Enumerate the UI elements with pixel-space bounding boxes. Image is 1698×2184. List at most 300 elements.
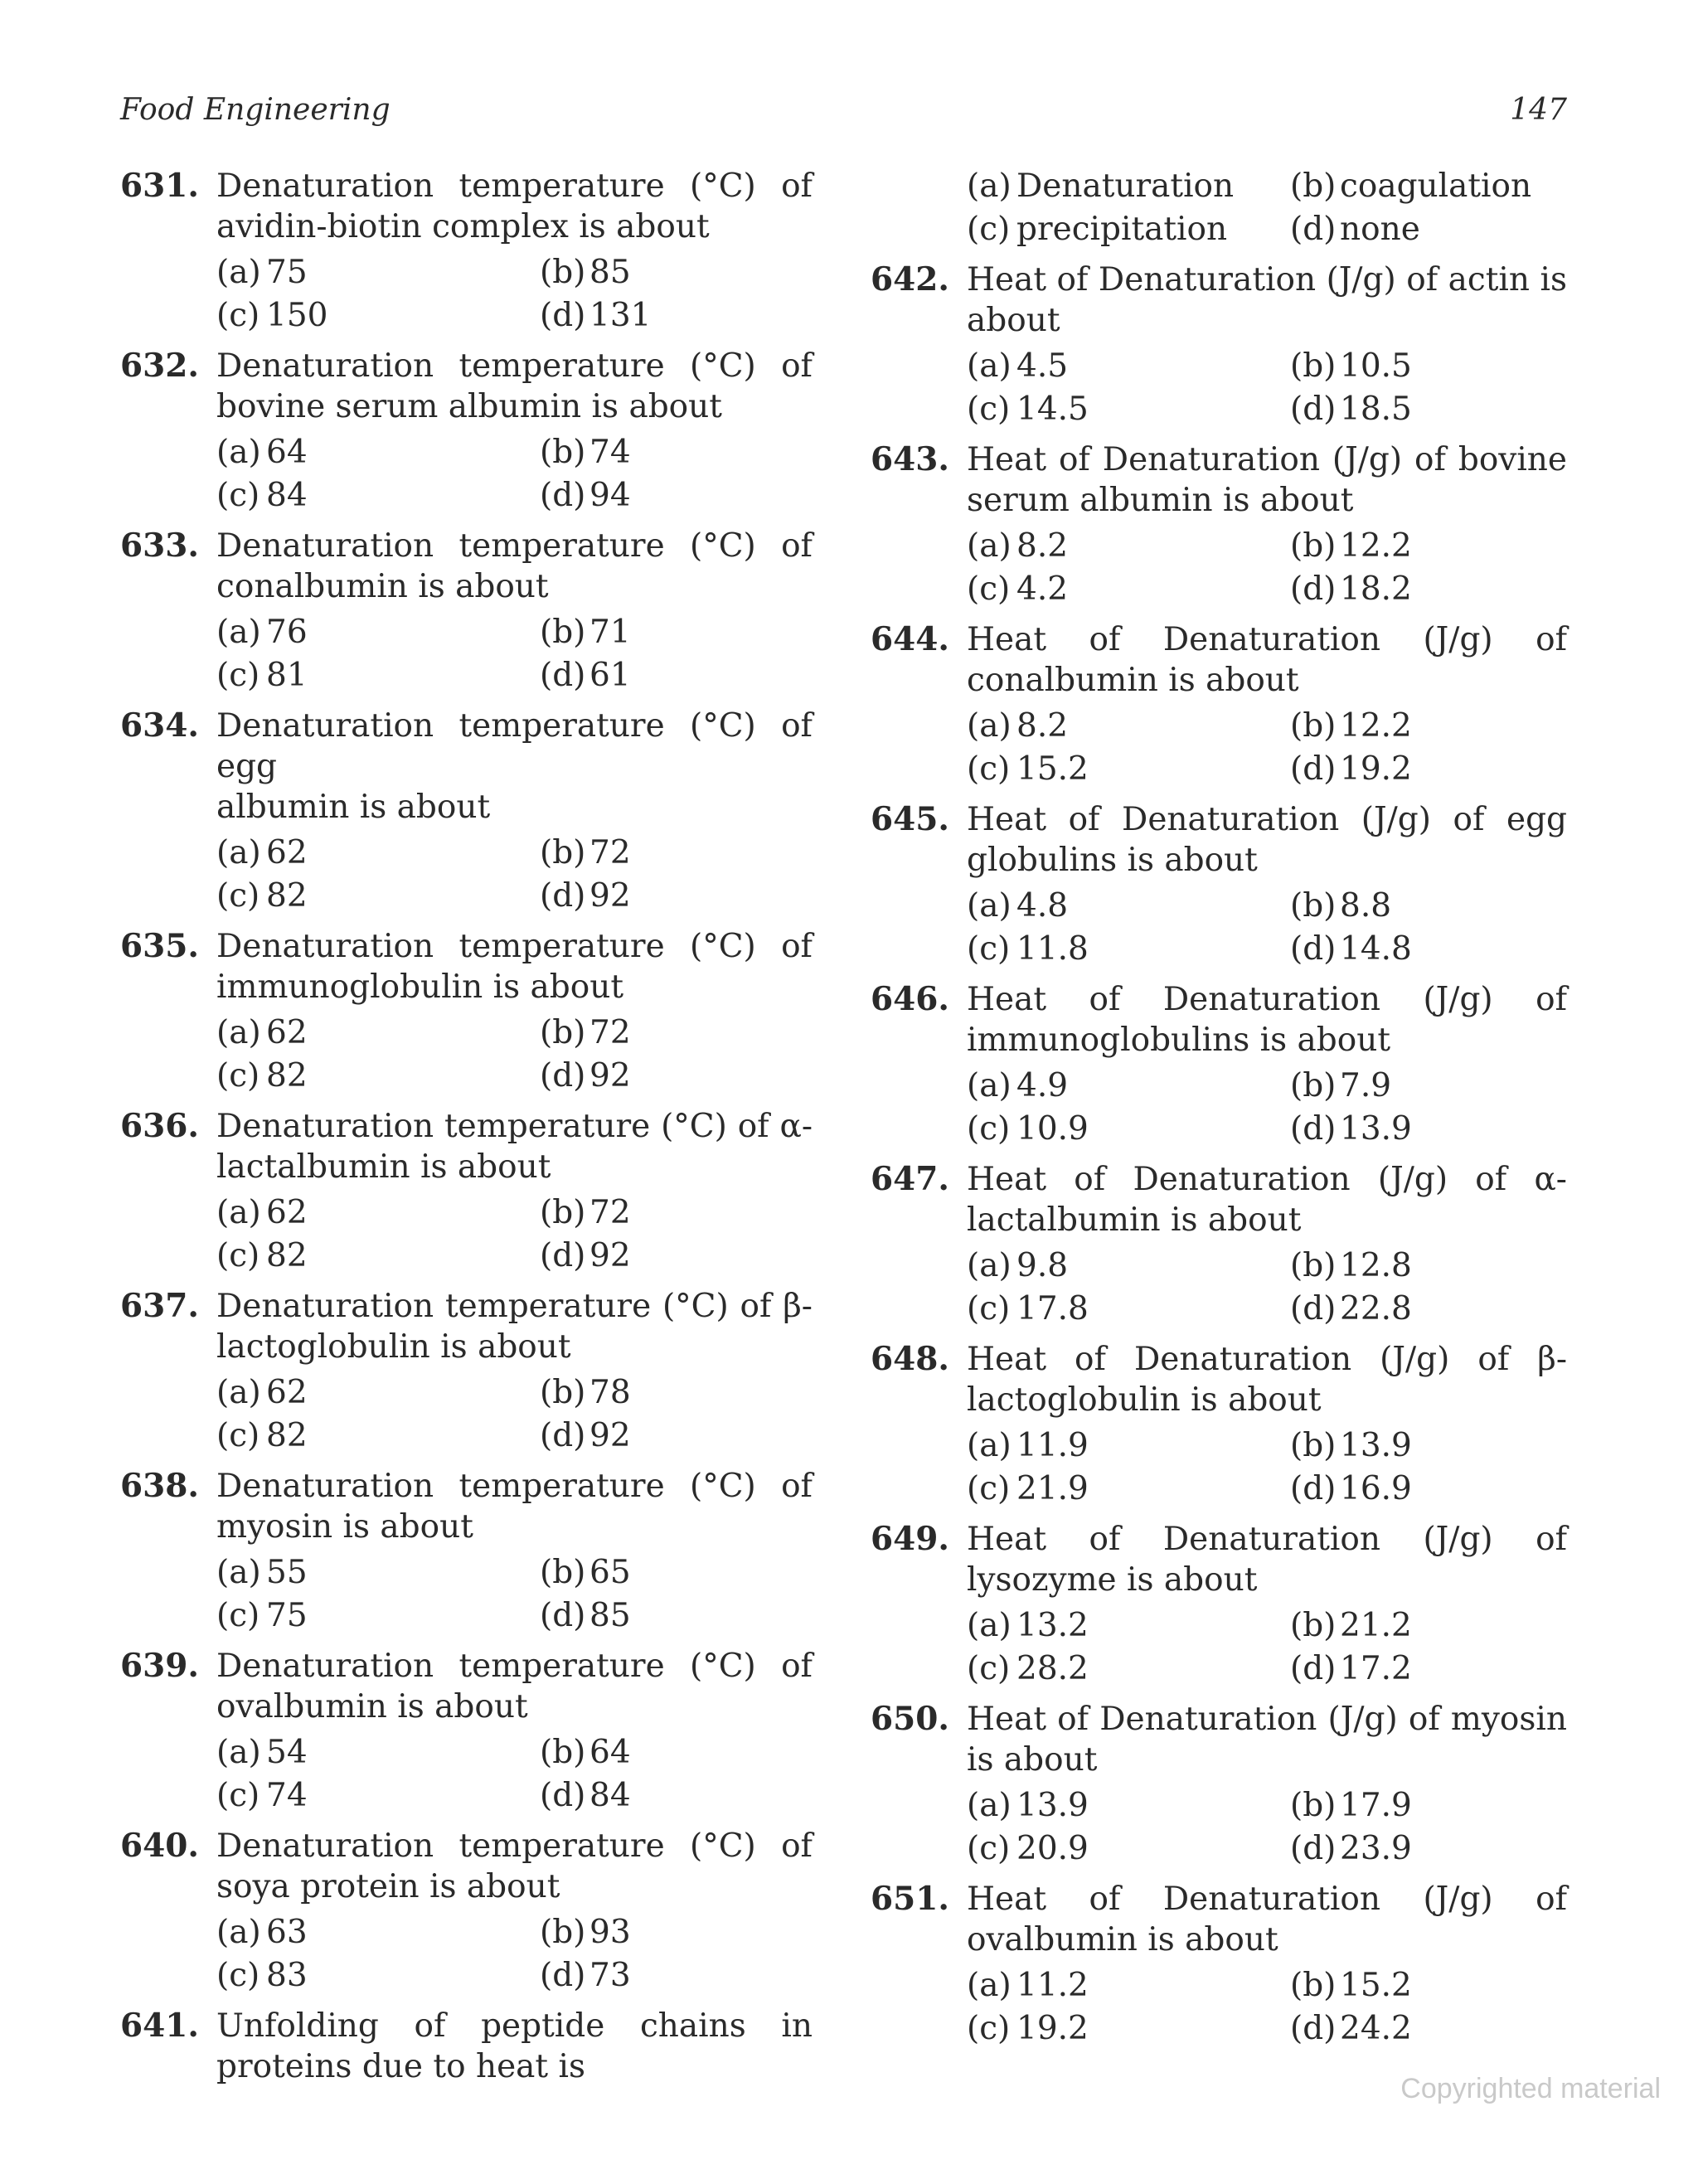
question-stem: [120, 1646, 813, 1727]
question-line: myosin is about: [216, 1508, 473, 1546]
option-item: [1290, 886, 1567, 926]
option-letter: (b): [1290, 1247, 1337, 1284]
option-letter: (b): [1290, 167, 1337, 205]
option-letter: (c): [216, 297, 260, 334]
question-stem: [120, 706, 813, 827]
option-text: 13.2: [1016, 1607, 1089, 1644]
question-text: [967, 1339, 1567, 1420]
option-item: [216, 655, 540, 696]
option-letter: (d): [1290, 2010, 1337, 2047]
option-text: 8.8: [1340, 887, 1392, 925]
question-line: Heat of Denaturation (J/g) of myosin: [967, 1701, 1567, 1738]
option-letter: (b): [1290, 1067, 1337, 1104]
option-item: [1290, 1245, 1567, 1286]
option-letter: (a): [967, 1967, 1012, 2004]
option-letter: (d): [540, 297, 586, 334]
question-text: [216, 2006, 813, 2087]
option-text: 10.9: [1016, 1110, 1089, 1148]
option-text: 15.2: [1340, 1967, 1412, 2004]
option-letter: (a): [967, 707, 1012, 745]
option-letter: (a): [216, 834, 261, 871]
question-stem: [871, 1519, 1567, 1600]
option-letter: (c): [216, 1057, 260, 1094]
question-line: conalbumin is about: [216, 568, 549, 605]
option-item: [967, 1289, 1290, 1329]
question-634: [120, 706, 813, 916]
option-letter: (b): [1290, 347, 1337, 385]
question-line: bovine serum albumin is about: [216, 388, 722, 425]
option-letter: (a): [967, 1247, 1012, 1284]
option-item: [967, 886, 1290, 926]
option-letter: (a): [216, 1554, 261, 1591]
option-text: 81: [266, 657, 308, 694]
option-letter: (d): [1290, 1470, 1337, 1507]
option-item: [540, 612, 813, 653]
options-list: [216, 1192, 813, 1276]
option-text: 22.8: [1340, 1290, 1412, 1327]
option-item: [216, 1775, 540, 1816]
question-number: 640.: [120, 1827, 199, 1865]
option-item: [540, 1012, 813, 1053]
option-text: 82: [266, 877, 308, 915]
option-item: [216, 1955, 540, 1996]
question-line: Unfolding of peptide chains in: [216, 2007, 813, 2045]
right-column: [871, 166, 1567, 2059]
option-letter: (c): [216, 1777, 260, 1814]
option-letter: (b): [1290, 1967, 1337, 2004]
option-text: 72: [589, 834, 631, 871]
option-text: 4.5: [1016, 347, 1069, 385]
option-text: 94: [589, 477, 631, 514]
option-text: 12.2: [1340, 527, 1412, 565]
option-item: [1290, 166, 1567, 206]
option-letter: (d): [1290, 391, 1337, 428]
option-letter: (a): [216, 1014, 261, 1051]
option-text: 74: [589, 434, 631, 471]
option-text: 17.8: [1016, 1290, 1089, 1327]
option-text: 73: [589, 1957, 631, 1994]
option-text: 61: [589, 657, 631, 694]
question-line: about: [967, 302, 1060, 339]
option-letter: (d): [540, 1777, 586, 1814]
question-line: immunoglobulins is about: [967, 1022, 1390, 1059]
question-number: 635.: [120, 927, 199, 965]
option-letter: (d): [540, 657, 586, 694]
question-text: [216, 1286, 813, 1367]
question-line: Denaturation temperature (°C) of egg: [216, 707, 813, 785]
option-text: 82: [266, 1417, 308, 1454]
question-line: Heat of Denaturation (J/g) of egg: [967, 801, 1567, 838]
option-item: [540, 475, 813, 516]
option-text: 75: [266, 254, 308, 291]
options-list: [216, 1552, 813, 1636]
option-item: [540, 1732, 813, 1773]
option-text: 14.8: [1340, 930, 1412, 968]
option-item: [1290, 929, 1567, 969]
option-letter: (d): [540, 1417, 586, 1454]
option-letter: (a): [967, 887, 1012, 925]
option-text: 75: [266, 1597, 308, 1634]
options-list: [216, 1012, 813, 1096]
option-letter: (a): [967, 1787, 1012, 1824]
option-item: [540, 1552, 813, 1593]
option-item: [967, 706, 1290, 746]
option-letter: (c): [216, 657, 260, 694]
option-text: 64: [266, 434, 308, 471]
question-line: Denaturation temperature (°C) of β-: [216, 1288, 813, 1325]
option-item: [967, 166, 1290, 206]
option-text: 76: [266, 614, 308, 651]
option-letter: (a): [967, 1607, 1012, 1644]
question-stem: [871, 799, 1567, 881]
question-text: [967, 1879, 1567, 1960]
option-text: 82: [266, 1057, 308, 1094]
options-list: [967, 166, 1567, 250]
question-stem: [871, 1699, 1567, 1780]
option-letter: (b): [540, 1194, 586, 1231]
question-number: 637.: [120, 1287, 199, 1325]
option-item: [216, 1415, 540, 1456]
question-641: [120, 2006, 813, 2087]
option-item: [1290, 2008, 1567, 2049]
question-stem: [120, 166, 813, 247]
question-644: [871, 619, 1567, 789]
option-letter: (c): [967, 570, 1011, 608]
options-list: [967, 1245, 1567, 1329]
option-item: [1290, 346, 1567, 386]
option-item: [967, 346, 1290, 386]
option-item: [540, 1415, 813, 1456]
option-item: [1290, 569, 1567, 609]
copyright-watermark: Copyrighted material: [1400, 2073, 1661, 2104]
option-item: [1290, 1468, 1567, 1509]
option-text: 131: [589, 297, 652, 334]
options-list: [967, 1605, 1567, 1689]
question-number: 632.: [120, 347, 199, 385]
question-text: [967, 1519, 1567, 1600]
question-text: [216, 1646, 813, 1727]
option-text: 7.9: [1340, 1067, 1392, 1104]
option-item: [216, 1552, 540, 1593]
question-text: [967, 799, 1567, 881]
option-letter: (b): [540, 254, 586, 291]
option-letter: (d): [540, 1957, 586, 1994]
question-stem: [120, 2006, 813, 2087]
option-item: [540, 1595, 813, 1636]
option-item: [540, 1955, 813, 1996]
option-text: 28.2: [1016, 1650, 1089, 1687]
option-text: 24.2: [1340, 2010, 1412, 2047]
option-text: 13.9: [1016, 1787, 1089, 1824]
option-text: 16.9: [1340, 1470, 1412, 1507]
option-text: 11.8: [1016, 930, 1089, 968]
question-line: serum albumin is about: [967, 482, 1354, 519]
question-638: [120, 1466, 813, 1636]
option-letter: (b): [1290, 1787, 1337, 1824]
option-text: 84: [589, 1777, 631, 1814]
options-list: [967, 1785, 1567, 1869]
option-item: [216, 1235, 540, 1276]
option-letter: (d): [540, 477, 586, 514]
option-letter: (b): [540, 614, 586, 651]
option-item: [967, 1965, 1290, 2006]
question-text: [967, 439, 1567, 521]
options-list: [216, 1912, 813, 1996]
option-item: [967, 1468, 1290, 1509]
question-637: [120, 1286, 813, 1456]
book-title: Food Engineering: [120, 93, 391, 127]
option-item: [216, 1595, 540, 1636]
option-letter: (b): [1290, 1607, 1337, 1644]
option-item: [967, 569, 1290, 609]
option-letter: (b): [1290, 887, 1337, 925]
option-letter: (d): [540, 877, 586, 915]
option-item: [967, 749, 1290, 789]
option-text: 4.9: [1016, 1067, 1069, 1104]
option-letter: (a): [216, 1374, 261, 1411]
option-letter: (c): [967, 391, 1011, 428]
question-number: 646.: [871, 980, 949, 1018]
question-line: avidin-biotin complex is about: [216, 208, 710, 245]
option-item: [216, 1372, 540, 1413]
option-letter: (c): [216, 477, 260, 514]
question-line: Heat of Denaturation (J/g) of: [967, 1881, 1567, 1918]
option-text: 18.2: [1340, 570, 1412, 608]
option-text: 15.2: [1016, 750, 1089, 788]
option-letter: (c): [216, 1957, 260, 1994]
option-item: [216, 1192, 540, 1233]
question-line: Heat of Denaturation (J/g) of α-: [967, 1161, 1567, 1198]
option-item: [1290, 749, 1567, 789]
option-item: [967, 1109, 1290, 1149]
option-item: [1290, 389, 1567, 430]
option-text: Denaturation: [1016, 167, 1235, 205]
option-item: [1290, 1648, 1567, 1689]
option-text: 92: [589, 1057, 631, 1094]
option-letter: (a): [967, 167, 1012, 205]
option-text: 11.2: [1016, 1967, 1089, 2004]
question-text: [967, 619, 1567, 701]
question-line: Denaturation temperature (°C) of: [216, 928, 813, 965]
question-number: 651.: [871, 1880, 949, 1918]
option-text: 72: [589, 1194, 631, 1231]
question-line: Heat of Denaturation (J/g) of actin is: [967, 261, 1567, 298]
question-text: [216, 526, 813, 607]
question-number: 639.: [120, 1647, 199, 1685]
option-text: 64: [589, 1734, 631, 1771]
question-line: Heat of Denaturation (J/g) of: [967, 621, 1567, 658]
question-649: [871, 1519, 1567, 1689]
option-letter: (d): [1290, 570, 1337, 608]
question-text: [216, 706, 813, 827]
option-item: [540, 1372, 813, 1413]
options-list: [216, 832, 813, 916]
option-item: [1290, 1289, 1567, 1329]
question-stem: [871, 260, 1567, 341]
option-letter: (b): [540, 1914, 586, 1951]
question-line: proteins due to heat is: [216, 2048, 585, 2085]
option-text: 19.2: [1340, 750, 1412, 788]
option-item: [1290, 209, 1567, 250]
option-item: [967, 929, 1290, 969]
option-text: 63: [266, 1914, 308, 1951]
options-list: [967, 1965, 1567, 2049]
question-line: Denaturation temperature (°C) of α-: [216, 1108, 813, 1145]
option-item: [967, 526, 1290, 566]
option-text: 85: [589, 254, 631, 291]
question-641-continued-options: [871, 166, 1567, 250]
question-line: Denaturation temperature (°C) of: [216, 347, 813, 385]
option-letter: (c): [967, 1290, 1011, 1327]
question-stem: [871, 439, 1567, 521]
question-stem: [120, 1466, 813, 1547]
option-text: 21.9: [1016, 1470, 1089, 1507]
option-text: 62: [266, 1194, 308, 1231]
question-line: Heat of Denaturation (J/g) of: [967, 981, 1567, 1018]
question-stem: [871, 1339, 1567, 1420]
option-letter: (c): [216, 1237, 260, 1274]
option-item: [1290, 1965, 1567, 2006]
option-item: [216, 252, 540, 293]
question-number: 634.: [120, 706, 199, 745]
option-letter: (b): [540, 1374, 586, 1411]
question-631: [120, 166, 813, 336]
question-647: [871, 1159, 1567, 1329]
option-letter: (c): [967, 930, 1011, 968]
option-item: [1290, 1828, 1567, 1869]
option-letter: (c): [967, 750, 1011, 788]
option-text: 83: [266, 1957, 308, 1994]
question-text: [216, 1466, 813, 1547]
option-item: [967, 1785, 1290, 1826]
option-item: [540, 1912, 813, 1953]
option-text: 85: [589, 1597, 631, 1634]
question-645: [871, 799, 1567, 969]
option-letter: (a): [967, 347, 1012, 385]
option-item: [216, 612, 540, 653]
question-line: Denaturation temperature (°C) of: [216, 1648, 813, 1685]
option-item: [540, 832, 813, 873]
question-text: [216, 346, 813, 427]
option-letter: (b): [1290, 707, 1337, 745]
option-item: [967, 1425, 1290, 1466]
option-item: [967, 389, 1290, 430]
question-number: 649.: [871, 1520, 949, 1558]
option-text: 8.2: [1016, 707, 1069, 745]
question-text: [216, 1826, 813, 1907]
question-number: 643.: [871, 440, 949, 478]
option-letter: (d): [1290, 1290, 1337, 1327]
option-text: 55: [266, 1554, 308, 1591]
option-letter: (d): [1290, 1830, 1337, 1867]
option-letter: (c): [967, 1470, 1011, 1507]
option-text: 62: [266, 1014, 308, 1051]
option-text: 12.8: [1340, 1247, 1412, 1284]
option-item: [540, 1056, 813, 1096]
question-line: Heat of Denaturation (J/g) of: [967, 1521, 1567, 1558]
option-text: 84: [266, 477, 308, 514]
option-text: 18.5: [1340, 391, 1412, 428]
option-item: [216, 1732, 540, 1773]
option-item: [967, 1065, 1290, 1106]
options-list: [967, 1065, 1567, 1149]
option-item: [540, 252, 813, 293]
option-text: 71: [589, 614, 631, 651]
option-letter: (c): [967, 2010, 1011, 2047]
option-item: [1290, 1605, 1567, 1646]
option-text: precipitation: [1016, 211, 1228, 248]
question-line: ovalbumin is about: [216, 1688, 528, 1725]
question-number: 631.: [120, 167, 199, 205]
option-text: 9.8: [1016, 1247, 1069, 1284]
question-text: [216, 166, 813, 247]
option-text: 72: [589, 1014, 631, 1051]
question-line: lactalbumin is about: [967, 1201, 1302, 1239]
question-line: lactalbumin is about: [216, 1148, 551, 1186]
question-number: 642.: [871, 260, 949, 298]
option-item: [1290, 1425, 1567, 1466]
question-text: [967, 1699, 1567, 1780]
question-stem: [871, 979, 1567, 1060]
option-item: [216, 475, 540, 516]
question-line: ovalbumin is about: [967, 1921, 1278, 1958]
option-letter: (d): [1290, 1110, 1337, 1148]
question-line: globulins is about: [967, 842, 1258, 879]
option-letter: (d): [1290, 750, 1337, 788]
option-letter: (a): [967, 1067, 1012, 1104]
question-number: 645.: [871, 800, 949, 838]
option-letter: (a): [216, 1194, 261, 1231]
options-list: [967, 706, 1567, 789]
option-letter: (a): [967, 1427, 1012, 1464]
option-item: [216, 1056, 540, 1096]
options-list: [216, 252, 813, 336]
option-text: 11.9: [1016, 1427, 1089, 1464]
option-item: [540, 1235, 813, 1276]
option-item: [216, 1012, 540, 1053]
option-item: [967, 2008, 1290, 2049]
option-item: [540, 432, 813, 473]
question-633: [120, 526, 813, 696]
option-item: [1290, 1785, 1567, 1826]
question-line: Denaturation temperature (°C) of: [216, 1468, 813, 1505]
option-item: [967, 1648, 1290, 1689]
option-letter: (c): [216, 1417, 260, 1454]
option-letter: (c): [967, 1110, 1011, 1148]
option-letter: (c): [967, 1830, 1011, 1867]
option-text: 92: [589, 877, 631, 915]
option-item: [540, 1192, 813, 1233]
option-text: 13.9: [1340, 1110, 1412, 1148]
option-letter: (d): [540, 1597, 586, 1634]
question-stem: [871, 619, 1567, 701]
options-list: [967, 346, 1567, 430]
option-text: 10.5: [1340, 347, 1412, 385]
option-letter: (a): [216, 254, 261, 291]
option-text: 8.2: [1016, 527, 1069, 565]
question-635: [120, 926, 813, 1096]
option-item: [1290, 526, 1567, 566]
option-text: 23.9: [1340, 1830, 1412, 1867]
option-text: 21.2: [1340, 1607, 1412, 1644]
options-list: [216, 432, 813, 516]
option-item: [216, 876, 540, 916]
question-line: lysozyme is about: [967, 1561, 1258, 1599]
question-line: albumin is about: [216, 789, 491, 826]
question-640: [120, 1826, 813, 1996]
option-text: 14.5: [1016, 391, 1089, 428]
question-stem: [120, 1826, 813, 1907]
